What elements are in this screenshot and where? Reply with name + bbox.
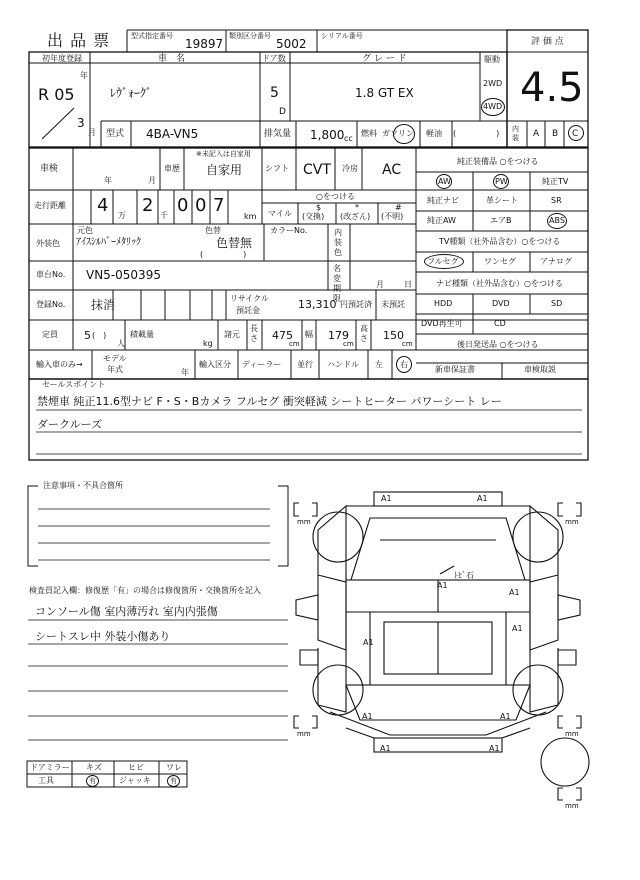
- handle-right-circle: [396, 356, 412, 373]
- oem-airbag: エアB: [490, 216, 512, 225]
- fuel-label: 燃料: [361, 129, 377, 138]
- usage-label: 車歴: [164, 164, 180, 173]
- chassis-label: 車台No.: [36, 270, 66, 279]
- interior-color-label: 内装色: [334, 228, 342, 257]
- legend-crack: ヒビ: [128, 763, 144, 772]
- oem-navi: 純正ナビ: [427, 196, 459, 205]
- car-name-label: 車 名: [158, 54, 186, 64]
- rating-value: 4.5: [520, 65, 584, 111]
- model-year-label-2: 年式: [107, 365, 123, 374]
- car-name: ﾚｳﾞｫｰｸﾞ: [110, 86, 153, 100]
- tools-label: 工具: [38, 776, 54, 785]
- repaint-value: 色替無: [216, 236, 253, 250]
- usage-note: ※未記入は自家用: [196, 150, 251, 158]
- repaint-paren: ( ): [200, 250, 247, 259]
- interior-grade-a: A: [533, 129, 540, 139]
- displacement-label: 排気量: [264, 129, 292, 139]
- damage-mark-right-door: A1: [509, 588, 520, 597]
- mileage-mark-note: ○をつける: [316, 192, 355, 201]
- drive-2wd: 2WD: [483, 79, 503, 88]
- width-unit: cm: [343, 340, 354, 348]
- length-unit: cm: [289, 340, 300, 348]
- mileage-tamper-symbol: *: [355, 203, 359, 212]
- interior-grade-c: C: [572, 129, 579, 139]
- notes-line2: シートスレ中 外装小傷あり: [35, 630, 171, 643]
- crack-label: ﾄﾋﾞ石: [454, 571, 474, 580]
- mileage-label: 走行距離: [34, 201, 66, 210]
- sales-point-line1: 禁煙車 純正11.6型ナビ F・S・Bカメラ フルセグ 衝突軽減 シートヒーター パワーシート レー: [37, 395, 502, 408]
- nav-dvd: DVD: [492, 299, 510, 308]
- damage-mark-right-rear-door: A1: [512, 624, 523, 633]
- mileage-digit-1: 4: [97, 195, 109, 216]
- recycle-label-2: 預託金: [236, 306, 260, 315]
- mileage-mile: マイル: [268, 209, 292, 218]
- fuel-other: ( ): [453, 129, 500, 138]
- handle-label: ハンドル: [327, 360, 359, 369]
- oem-aw: AW: [438, 177, 451, 186]
- legend-scratch: キズ: [86, 763, 102, 772]
- damage-mark-left-rear: A1: [362, 712, 373, 721]
- handle-left: 左: [375, 360, 383, 369]
- mileage-unknown-symbol: #: [395, 203, 402, 212]
- mileage-sen-unit: 千: [160, 211, 168, 220]
- mileage-unknown: (不明): [381, 212, 404, 221]
- jack-mark: 有: [170, 777, 177, 785]
- damage-mark-left-door: A1: [363, 638, 374, 647]
- inspector-label: 検査員記入欄：修復歴「有」の場合は修復箇所・交換箇所を記入: [29, 586, 261, 595]
- tire-mm-spare: mm: [565, 802, 579, 810]
- length-value: 475: [272, 329, 293, 342]
- displacement-unit: cc: [344, 134, 353, 143]
- repaint-label: 色替: [205, 226, 221, 235]
- type-label: 型式: [106, 129, 125, 139]
- tv-fullseg-circle: [424, 254, 464, 269]
- tools-mark-circle: [86, 775, 99, 787]
- oem-abs-circle: [547, 213, 567, 229]
- title-change-month: 月: [376, 280, 384, 289]
- oem-pw: PW: [495, 177, 508, 186]
- inspection-year-unit: 年: [104, 176, 112, 185]
- interior-label: 内装: [512, 125, 519, 142]
- width-value: 179: [328, 329, 349, 342]
- car-diagram: [294, 492, 589, 800]
- oem-label: 純正装備品 ○をつける: [457, 157, 539, 166]
- month-unit: 月: [88, 128, 96, 137]
- recycle-value: 13,310: [298, 298, 337, 311]
- fuel-gasoline: ガソリン: [382, 129, 414, 138]
- grade: 1.8 GT EX: [355, 86, 414, 100]
- mileage-km-unit: km: [244, 212, 257, 221]
- form-title: 出 品 票: [47, 31, 111, 50]
- width-label: 幅: [305, 330, 313, 339]
- color-no-label: カラーNo.: [270, 226, 308, 235]
- aircon-value: AC: [382, 162, 402, 178]
- dealer-label: ディーラー: [242, 360, 282, 369]
- caution-label: 注意事項・不具合箇所: [43, 481, 123, 490]
- fuel-gasoline-circle: [393, 124, 415, 144]
- tv-oneseg: ワンセグ: [484, 257, 516, 266]
- capacity-unit: 人: [117, 339, 125, 348]
- nav-hdd: HDD: [434, 299, 453, 308]
- color-label: 外装色: [36, 239, 60, 248]
- tire-mm-rl: mm: [297, 730, 311, 738]
- first-registration-label: 初年度登録: [42, 54, 82, 63]
- fuel-light-oil: 軽油: [426, 129, 442, 138]
- dimensions-label: 諸元: [224, 330, 240, 339]
- oem-abs: ABS: [549, 216, 565, 225]
- capacity-paren: ( ): [92, 331, 107, 340]
- load-label: 積載量: [130, 330, 154, 339]
- doors-suffix: D: [279, 107, 286, 117]
- shift-label: シフト: [265, 164, 289, 173]
- jack-label: ジャッキ: [119, 776, 151, 785]
- type-value: 4BA-VN5: [146, 127, 199, 141]
- inspection-label: 車検: [40, 164, 59, 174]
- title-change-day: 日: [404, 280, 412, 289]
- import-label: 輸入車のみ→: [36, 360, 83, 369]
- year-unit: 年: [80, 71, 88, 80]
- import-type-label: 輸入区分: [199, 360, 231, 369]
- class-number: 5002: [276, 37, 307, 51]
- damage-mark-front-right: A1: [477, 494, 488, 503]
- legend-break: ワレ: [166, 763, 182, 772]
- first-registration-era: R 05: [38, 85, 75, 104]
- model-year-unit: 年: [181, 368, 189, 377]
- oem-aw-circle: [436, 174, 452, 189]
- original-color-label: 元色: [77, 226, 93, 235]
- chassis-value: VN5-050395: [86, 268, 161, 282]
- height-label: 高さ: [360, 324, 368, 343]
- damage-mark-crack-num: A1: [437, 581, 448, 590]
- tire-mm-fr: mm: [565, 518, 579, 526]
- parallel-label: 並行: [297, 360, 313, 369]
- mileage-digit-4: 0: [195, 195, 207, 216]
- capacity-label: 定員: [42, 330, 58, 339]
- mileage-exchange: (交換): [302, 212, 325, 221]
- drive-4wd-circle: [481, 98, 505, 116]
- first-registration-month: 3: [77, 116, 85, 130]
- oem-pw-circle: [493, 174, 509, 189]
- damage-mark-rear-left: A1: [380, 744, 391, 753]
- sales-point-line2: ダークルーズ: [37, 418, 103, 431]
- height-unit: cm: [402, 340, 413, 348]
- model-spec-number: 19897: [185, 37, 224, 51]
- tv-fullseg: フルセグ: [427, 257, 459, 266]
- interior-grade-b: B: [552, 129, 559, 139]
- legend-door-mirror: ドアミラー: [30, 763, 70, 772]
- aircon-label: 冷房: [342, 164, 358, 173]
- oem-leather: 革シート: [486, 196, 518, 205]
- later-label: 後日発送品 ○をつける: [457, 340, 539, 349]
- mileage-digit-5: 7: [213, 195, 225, 216]
- handle-right: 右: [400, 360, 408, 369]
- sales-point-label: セールスポイント: [42, 380, 106, 389]
- rating-label: 評 価 点: [531, 37, 564, 47]
- mileage-digit-2: 2: [142, 195, 154, 216]
- doors-label: ドア数: [262, 54, 286, 63]
- tv-analog: アナログ: [540, 257, 572, 266]
- interior-grade-c-circle: [568, 125, 584, 141]
- damage-mark-rear-right: A1: [489, 744, 500, 753]
- title-change-label: 名変期限: [333, 264, 341, 303]
- grade-label: グ レ ー ド: [362, 54, 407, 64]
- model-spec-label: 型式指定番号: [131, 32, 173, 40]
- mileage-man-unit: 万: [118, 211, 126, 220]
- tire-mm-fl: mm: [297, 518, 311, 526]
- oem-aw-genuine: 純正AW: [427, 216, 456, 225]
- oem-sr: SR: [551, 196, 562, 205]
- recycle-status: 円預託済: [340, 300, 372, 309]
- doors-count: 5: [270, 85, 279, 101]
- nav-cd: CD: [494, 319, 506, 328]
- color-value: ｱｲｽｼﾙﾊﾞｰﾒﾀﾘｯｸ: [76, 237, 141, 248]
- tools-mark: 有: [89, 777, 96, 785]
- damage-mark-front-left: A1: [381, 494, 392, 503]
- recycle-label-1: リサイクル: [230, 294, 269, 303]
- usage-value: 自家用: [206, 163, 243, 177]
- shift-value: CVT: [303, 162, 331, 178]
- later-manual: 車検取説: [524, 365, 556, 374]
- drive-label: 駆動: [484, 55, 500, 64]
- nav-sd: SD: [551, 299, 563, 308]
- mileage-digit-3: 0: [177, 195, 189, 216]
- model-year-label-1: モデル: [103, 354, 127, 363]
- displacement-value: 1,800: [310, 128, 345, 142]
- capacity-value: 5: [84, 329, 91, 342]
- load-unit: kg: [203, 339, 213, 348]
- tire-mm-rr: mm: [565, 730, 579, 738]
- recycle-unpaid: 未預託: [381, 300, 405, 309]
- length-label: 長さ: [250, 324, 258, 343]
- serial-label: シリアル番号: [321, 32, 363, 40]
- mileage-exchange-symbol: $: [316, 203, 322, 212]
- oem-tv: 純正TV: [542, 177, 569, 186]
- nav-label: ナビ種類（社外品含む）○をつける: [436, 279, 563, 288]
- registration-label: 登録No.: [36, 300, 66, 309]
- mileage-tamper: (改ざん): [340, 212, 371, 221]
- notes-line1: コンソール傷 室内薄汚れ 室内内張傷: [35, 605, 218, 618]
- nav-dvd-play: DVD再生可: [421, 319, 463, 328]
- inspection-month-unit: 月: [148, 176, 156, 185]
- height-value: 150: [383, 329, 404, 342]
- class-label: 類別区分番号: [229, 32, 271, 40]
- drive-4wd: 4WD: [483, 102, 503, 111]
- registration-value: 抹消: [91, 298, 116, 312]
- jack-mark-circle: [167, 775, 180, 787]
- later-warranty: 新車保証書: [435, 365, 475, 374]
- tv-label: TV種類（社外品含む）○をつける: [439, 237, 561, 246]
- damage-mark-right-rear: A1: [500, 712, 511, 721]
